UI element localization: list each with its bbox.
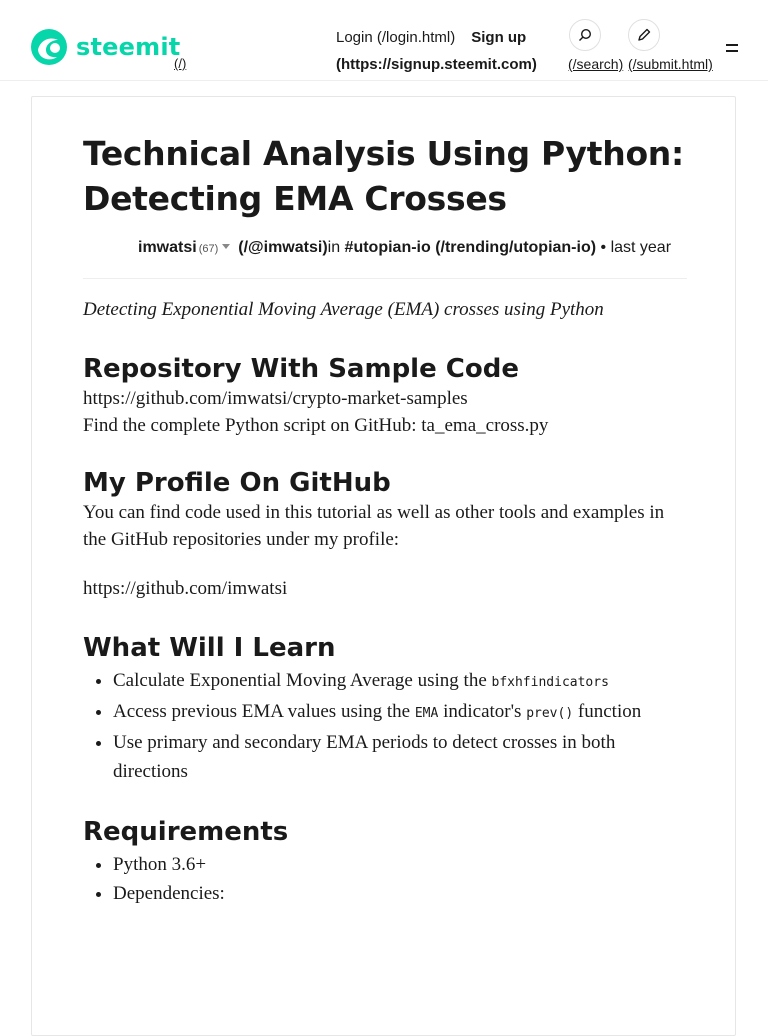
site-header — [0, 0, 768, 81]
profile-text: You can find code used in this tutorial as well as other tools and examples in the GitHub repositories under my profile: — [83, 502, 665, 550]
list-item: • Dependencies: — [113, 879, 687, 908]
post-meta — [138, 237, 687, 260]
section-profile — [83, 467, 687, 602]
list-item: • Use primary and secondary EMA periods to detect crosses in both directions — [113, 728, 687, 786]
author-reputation: (67) — [198, 243, 219, 255]
inline-code: prev() — [526, 706, 574, 721]
home-link[interactable]: (/) — [174, 56, 187, 71]
signup-link[interactable]: Sign up — [471, 29, 527, 46]
auth-links — [336, 24, 556, 78]
post-time: • last year — [600, 239, 672, 256]
section-learn — [83, 632, 687, 786]
tag-link[interactable]: #utopian-io (/trending/utopian-io) — [344, 239, 597, 256]
post-card — [31, 96, 736, 1036]
section-heading: My Profile On GitHub — [83, 468, 391, 498]
post-title: Technical Analysis Using Python: Detecting EMA Crosses — [83, 134, 684, 218]
section-requirements — [83, 816, 687, 908]
section-heading: What Will I Learn — [83, 633, 336, 663]
login-link[interactable]: Login (/login.html) — [336, 29, 456, 46]
profile-url[interactable]: https://github.com/imwatsi — [83, 578, 288, 599]
list-item: • Calculate Exponential Moving Average using the bfxhfindicators — [113, 666, 687, 697]
submit-link[interactable]: (/submit.html) — [628, 56, 713, 72]
post-content — [83, 131, 687, 908]
author-link[interactable]: (/@imwatsi) — [238, 239, 328, 256]
section-heading: Repository With Sample Code — [83, 354, 519, 384]
menu-icon[interactable] — [726, 44, 738, 56]
repo-note: Find the complete Python script on GitHub: ta_ema_cross.py — [83, 415, 549, 436]
inline-code: bfxhfindicators — [491, 675, 609, 690]
pen-icon — [637, 28, 651, 42]
logo-text: steemit — [76, 33, 181, 61]
search-icon — [578, 28, 592, 42]
requirements-list — [83, 850, 687, 908]
search-button[interactable] — [569, 19, 601, 51]
signup-url[interactable]: (https://signup.steemit.com) — [336, 56, 537, 73]
meta-divider — [83, 278, 687, 279]
section-heading: Requirements — [83, 817, 289, 847]
submit-button[interactable] — [628, 19, 660, 51]
steemit-logo-icon — [30, 28, 68, 66]
list-item: • Access previous EMA values using the EMA indicator's prev() function — [113, 697, 687, 728]
learn-list — [83, 666, 687, 786]
chevron-down-icon[interactable] — [222, 244, 230, 249]
steemit-logo[interactable] — [30, 28, 180, 66]
in-text: in — [327, 239, 341, 256]
repo-url[interactable]: https://github.com/imwatsi/crypto-market-samples — [83, 388, 468, 409]
post-subtitle: Detecting Exponential Moving Average (EMA) crosses using Python — [83, 299, 604, 320]
inline-code: EMA — [414, 706, 439, 721]
author-name[interactable]: imwatsi — [138, 239, 197, 256]
search-link[interactable]: (/search) — [568, 56, 624, 72]
list-item: • Python 3.6+ — [113, 850, 687, 879]
section-repository — [83, 353, 687, 439]
